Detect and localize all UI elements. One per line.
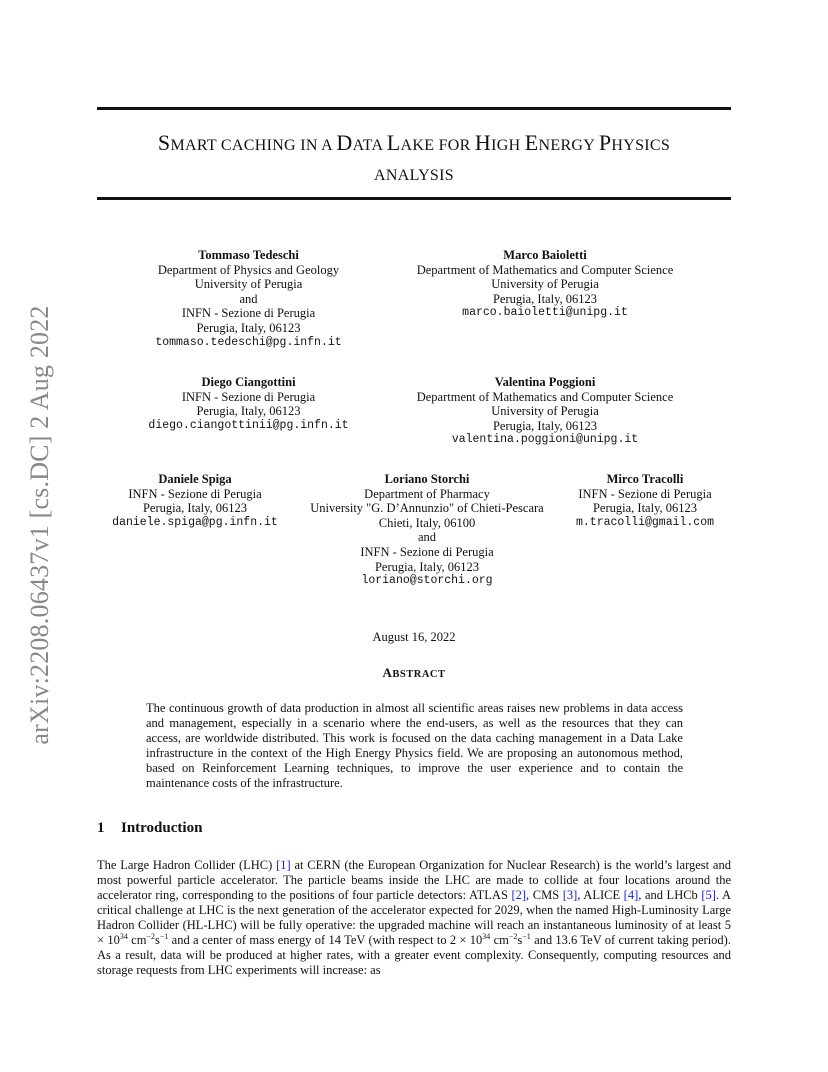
- author-email[interactable]: m.tracolli@gmail.com: [575, 515, 715, 529]
- arxiv-side-stamp: [20, 290, 60, 760]
- title-line-2: ANALYSIS: [374, 167, 454, 184]
- author-affiliation: Chieti, Italy, 06100: [378, 515, 476, 530]
- author-affiliation: Perugia, Italy, 06123: [142, 501, 248, 516]
- author-affiliation: University of Perugia: [194, 277, 303, 292]
- paper-title: [97, 128, 731, 191]
- author-block: [130, 375, 367, 433]
- author-affiliation: University of Perugia: [491, 277, 599, 292]
- author-email[interactable]: tommaso.tedeschi@pg.infn.it: [155, 335, 342, 349]
- arxiv-identifier: arXiv:2208.06437v1 [cs.DC] 2 Aug 2022: [25, 305, 54, 745]
- author-name: Tommaso Tedeschi: [198, 248, 299, 262]
- author-affiliation: Department of Mathematics and Computer Science: [416, 262, 674, 277]
- author-name: Mirco Tracolli: [606, 472, 684, 486]
- author-email[interactable]: loriano@storchi.org: [361, 574, 493, 588]
- author-affiliation: University of Perugia: [491, 404, 599, 419]
- author-name: Marco Baioletti: [503, 248, 587, 262]
- author-affiliation: and: [417, 530, 437, 545]
- author-block: [292, 472, 562, 589]
- section-number: 1: [97, 820, 105, 836]
- author-email[interactable]: daniele.spiga@pg.infn.it: [112, 515, 278, 529]
- author-affiliation: INFN - Sezione di Perugia: [128, 486, 262, 501]
- author-name: Valentina Poggioni: [494, 375, 596, 389]
- author-affiliation: Perugia, Italy, 06123: [196, 404, 301, 419]
- author-block: [395, 248, 695, 321]
- author-affiliation: Department of Mathematics and Computer Science: [416, 389, 674, 404]
- title-top-rule: [97, 107, 731, 110]
- author-affiliation: and: [239, 291, 258, 306]
- author-email[interactable]: marco.baioletti@unipg.it: [462, 306, 628, 320]
- author-affiliation: INFN - Sezione di Perugia: [181, 306, 316, 321]
- author-block: [395, 375, 695, 448]
- abstract-text: The continuous growth of data production in almost all scientific areas raises new problems in data access and management, especially in a scenario where the end-users, as well as the resources that they can access, are worldwide distributed. This work is focused on the data caching management in a Data Lake infrastructure in the context of the High Energy Physics field. We are proposing an autonomous method, based on Reinforcement Learning techniques, to improve the user experience and to contain the maintenance costs of the infrastructure.: [146, 701, 683, 790]
- author-affiliation: Perugia, Italy, 06123: [196, 320, 301, 335]
- author-affiliation: Department of Physics and Geology: [157, 262, 340, 277]
- author-block: [560, 472, 730, 530]
- author-affiliation: Department of Pharmacy: [364, 486, 490, 501]
- author-affiliation: University "G. D’Annunzio" of Chieti-Pescara: [310, 501, 544, 516]
- paper-date: August 16, 2022: [372, 630, 456, 644]
- author-block: [130, 248, 367, 350]
- author-email[interactable]: valentina.poggioni@unipg.it: [451, 433, 639, 447]
- citation-link[interactable]: [1]: [276, 858, 291, 872]
- citation-link[interactable]: [5]: [701, 888, 716, 902]
- author-email[interactable]: diego.ciangottinii@pg.infn.it: [148, 418, 349, 432]
- title-line-1: SMART CACHING IN A DATA LAKE FOR HIGH ENERGY PHYSICS: [157, 130, 671, 155]
- author-name: Daniele Spiga: [158, 472, 232, 486]
- author-affiliation: INFN - Sezione di Perugia: [360, 544, 494, 559]
- author-affiliation: INFN - Sezione di Perugia: [181, 389, 316, 404]
- author-affiliation: INFN - Sezione di Perugia: [578, 486, 712, 501]
- author-block: [100, 472, 290, 530]
- abstract-heading: ABSTRACT: [382, 665, 446, 680]
- section-heading: [97, 820, 202, 837]
- author-affiliation: Perugia, Italy, 06123: [492, 291, 598, 306]
- title-bottom-rule: [97, 197, 731, 200]
- author-affiliation: Perugia, Italy, 06123: [374, 559, 480, 574]
- citation-link[interactable]: [3]: [562, 888, 578, 902]
- author-name: Loriano Storchi: [384, 472, 470, 486]
- author-name: Diego Ciangottini: [201, 375, 296, 389]
- author-affiliation: Perugia, Italy, 06123: [492, 418, 598, 433]
- section-title: Introduction: [121, 820, 203, 836]
- citation-link[interactable]: [2]: [511, 888, 527, 902]
- author-affiliation: Perugia, Italy, 06123: [592, 501, 698, 516]
- intro-paragraph: The Large Hadron Collider (LHC) [1] at CERN (the European Organization for Nuclear Research) is the world’s largest and most powerful particle accelerator. The particle beams inside the LHC are made to collide at four locations around the accelerator ring, corresponding to the positions of four particle detectors: ATLAS [2], CMS [3], ALICE [4], and LHCb [5]. A critical challenge at LHC is the next generation of the accelerator expected for 2029, when the named High-Luminosity Large Hadron Collider (HL-LHC) will be fully operative: the upgraded machine will reach an instantaneous luminosity of at least $5 \times 10^{34}$ $cm^{-2}s^{-1}$ and a center of mass energy of 14 TeV (with respect to $2 \times 10^{34}$ $cm^{-2}s^{-1}$ and 13.6 TeV of current taking period). As a result, data will be produced at higher rates, with a greater event complexity. Consequently, computing resources and storage requests from LHC experiments will increase: as: [97, 858, 731, 977]
- citation-link[interactable]: [4]: [623, 888, 639, 902]
